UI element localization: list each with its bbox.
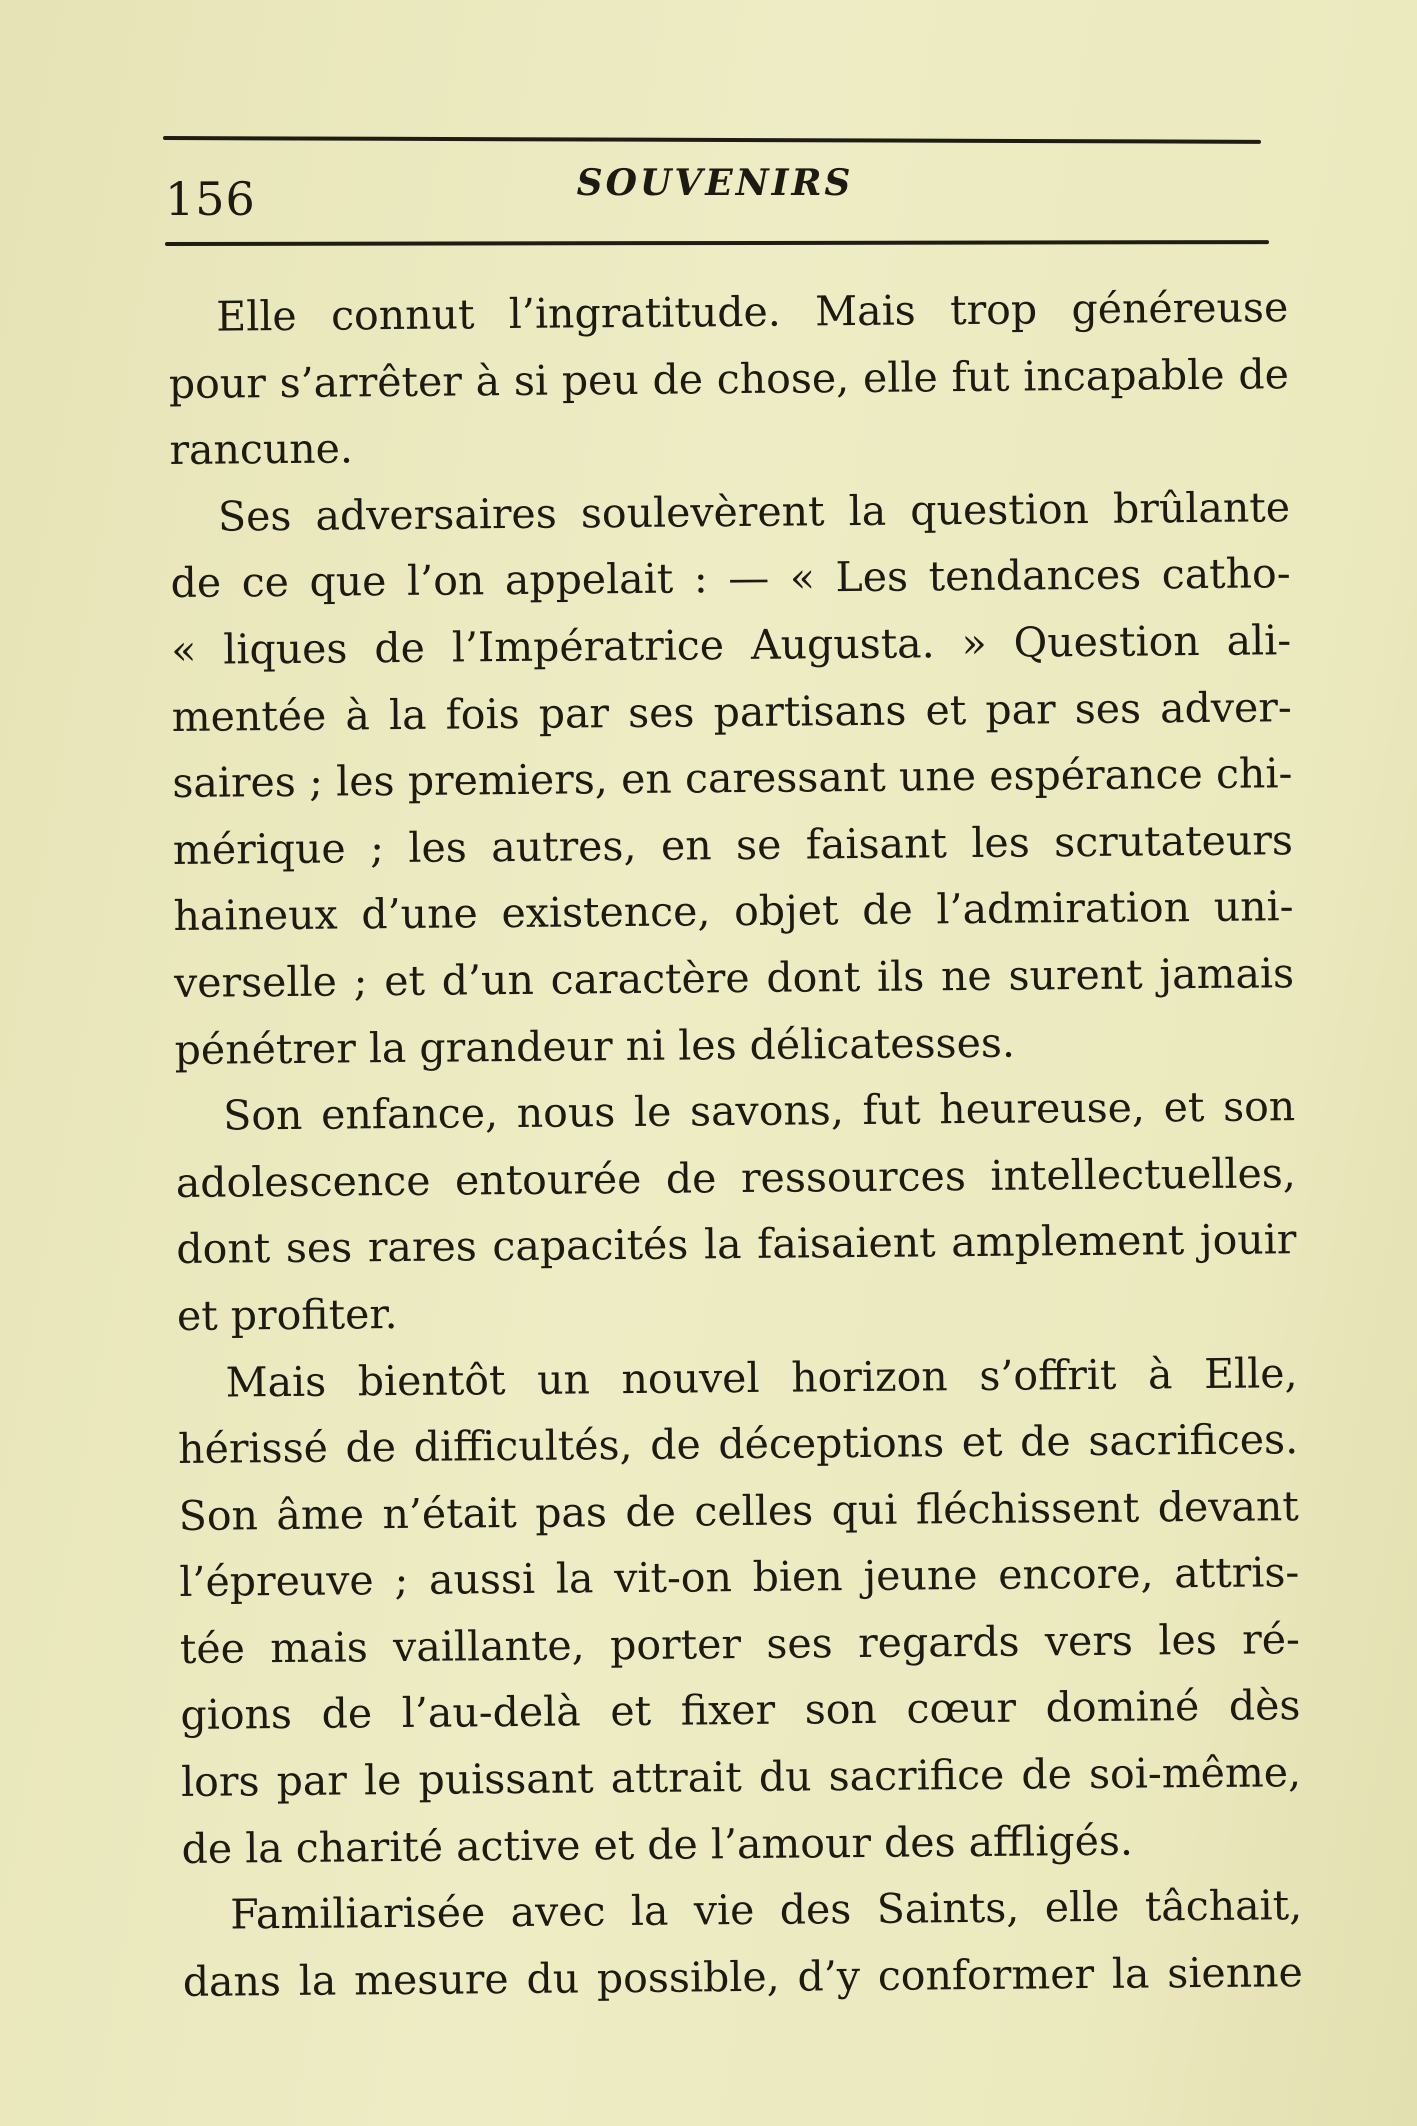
text-line: pour s’arrêter à si peu de chose, elle fut incapable de — [168, 349, 1290, 408]
text-line: tée mais vaillante, porter ses regards vers les ré- — [179, 1615, 1301, 1673]
text-line: rancune. — [169, 424, 354, 475]
text-line: dans la mesure du possible, d’y conformer la sienne — [182, 1948, 1303, 2006]
text-line: dont ses rares capacités la faisaient amplement jouir — [176, 1215, 1297, 1274]
text-line: de la charité active et de l’amour des affligés. — [181, 1816, 1134, 1873]
text-line: Son âme n’était pas de celles qui fléchissent devant — [178, 1481, 1299, 1540]
text-line: Familiarisée avec la vie des Saints, elle tâchait, — [230, 1881, 1303, 1939]
text-line: Elle connut l’ingratitude. Mais trop généreuse — [216, 283, 1289, 341]
text-line: « liques de l’Impératrice Augusta. » Question ali- — [170, 616, 1292, 674]
page-number: 156 — [165, 172, 256, 226]
text-line: mérique ; les autres, en se faisant les scrutateurs — [172, 815, 1294, 874]
body-text — [168, 274, 1303, 2015]
text-line: pénétrer la grandeur ni les délicatesses. — [174, 1018, 1016, 1074]
text-line: lors par le puissant attrait du sacrifice de soi-même, — [180, 1748, 1302, 1807]
text-line: Son enfance, nous le savons, fut heureuse, et son — [223, 1082, 1296, 1140]
text-line: haineux d’une existence, objet de l’admiration uni- — [173, 882, 1294, 941]
text-line: adolescence entourée de ressources intellectuelles, — [175, 1148, 1297, 1207]
text-line: verselle ; et d’un caractère dont ils ne surent jamais — [173, 949, 1295, 1007]
header-bottom-rule — [165, 240, 1269, 246]
text-line: mentée à la fois par ses partisans et par ses adver- — [171, 682, 1292, 741]
header-top-rule — [163, 136, 1261, 144]
text-line: hérissé de difficultés, de déceptions et de sacrifices. — [177, 1415, 1299, 1474]
running-title: SOUVENIRS — [576, 162, 854, 204]
text-line: et profiter. — [176, 1289, 398, 1340]
text-line: Ses adversaires soulevèrent la question brûlante — [217, 482, 1291, 541]
text-line: gions de l’au-delà et fixer son cœur dominé dès — [180, 1681, 1301, 1740]
text-line: de ce que l’on appelait : — « Les tendances catho- — [170, 549, 1291, 608]
text-line: saires ; les premiers, en caressant une espérance chi- — [172, 749, 1293, 808]
text-line: Mais bientôt un nouvel horizon s’offrit à Elle, — [225, 1348, 1298, 1407]
text-line: l’épreuve ; aussi la vit-on bien jeune encore, attris- — [179, 1548, 1300, 1607]
